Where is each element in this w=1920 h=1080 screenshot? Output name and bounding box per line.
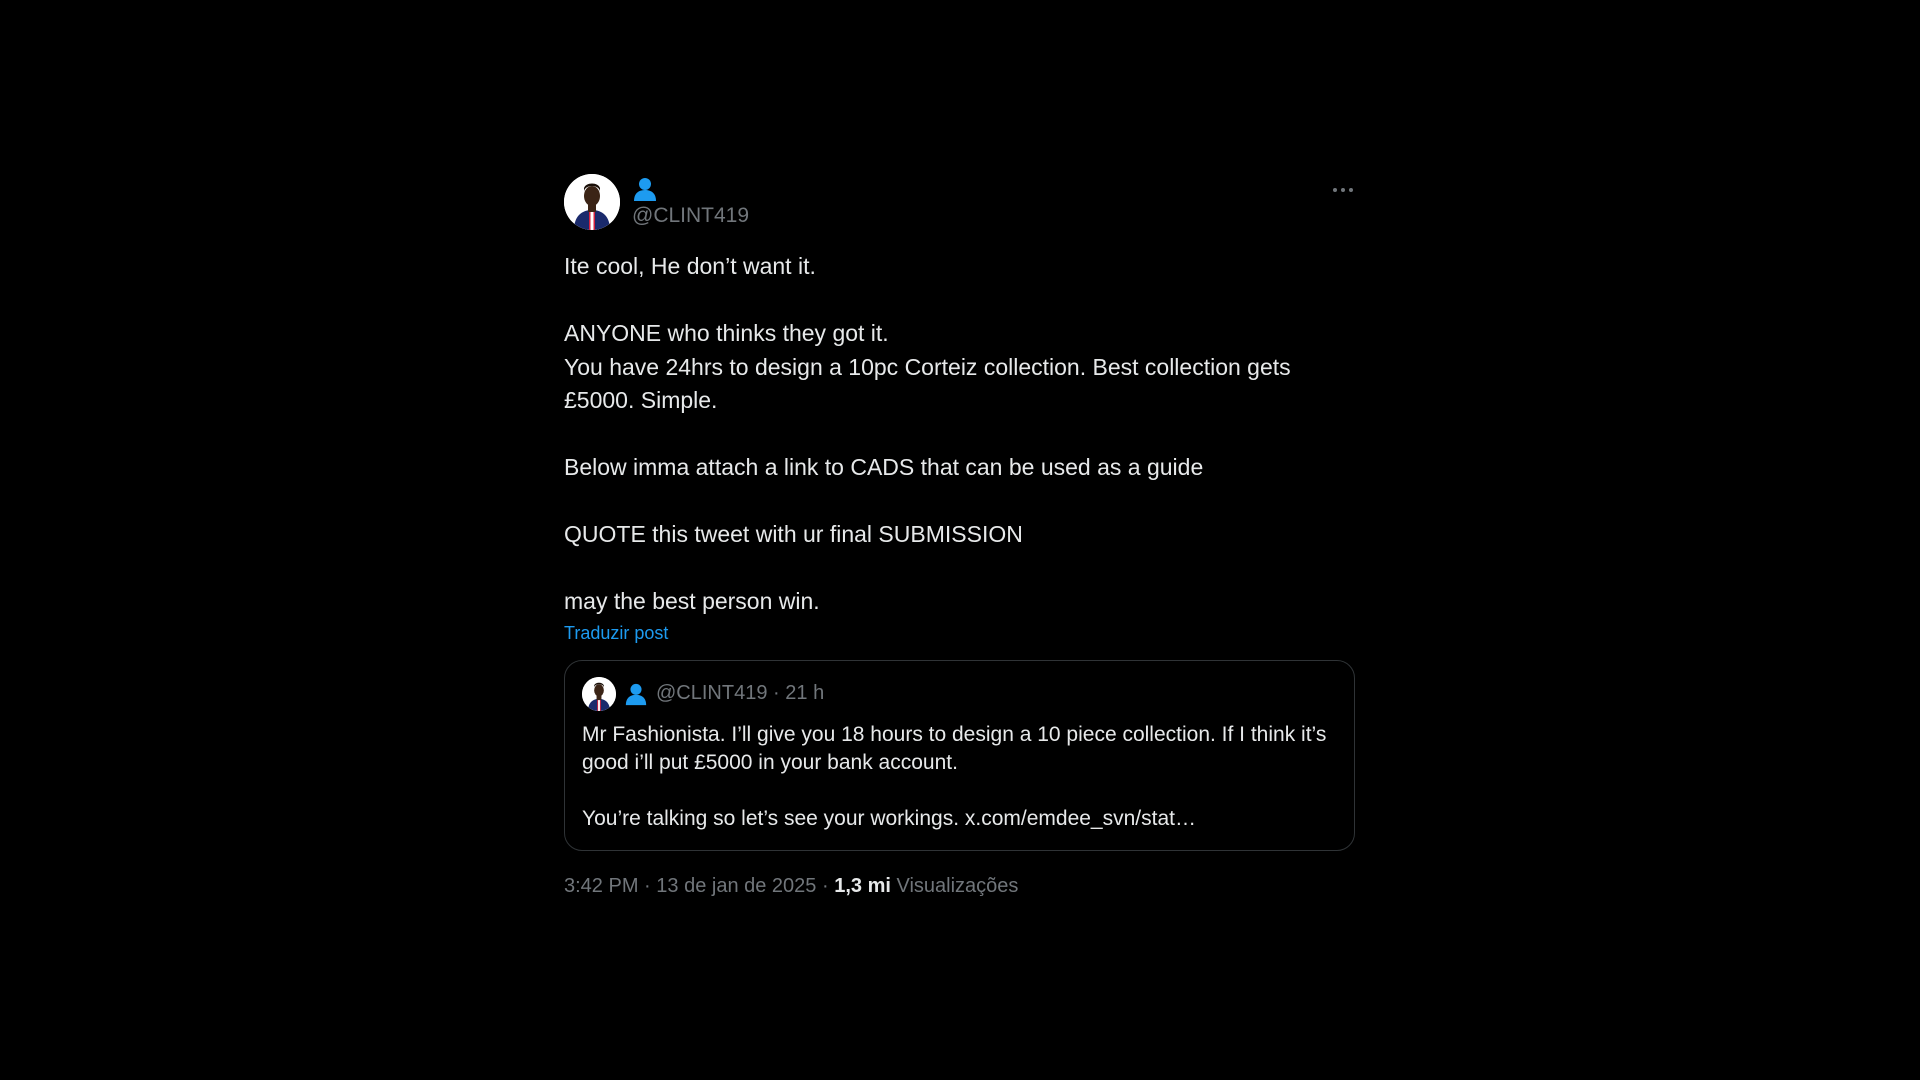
quoted-meta bbox=[656, 682, 824, 705]
tweet-header bbox=[564, 172, 1355, 232]
tweet-paragraph: Below imma attach a link to CADS that can be used as a guide bbox=[564, 454, 1204, 480]
quoted-avatar bbox=[582, 677, 616, 711]
quoted-paragraph: Mr Fashionista. I’ll give you 18 hours to design a 10 piece collection. If I think it’s good i’ll put £5000 in your bank account. bbox=[582, 722, 1333, 774]
tweet-paragraph: QUOTE this tweet with ur final SUBMISSION bbox=[564, 521, 1023, 547]
tweet-paragraph: You have 24hrs to design a 10pc Corteiz collection. Best collection gets £5000. Simple. bbox=[564, 353, 1298, 413]
translate-post-link[interactable]: Traduzir post bbox=[564, 622, 669, 643]
author-handle[interactable]: @CLINT419 bbox=[632, 204, 750, 227]
quoted-handle: @CLINT419 bbox=[656, 682, 768, 704]
post-date[interactable]: 13 de jan de 2025 bbox=[656, 874, 817, 897]
tweet-paragraph: may the best person win. bbox=[564, 588, 820, 614]
quoted-tweet[interactable] bbox=[564, 660, 1355, 851]
person-icon bbox=[624, 682, 648, 706]
tweet-footer bbox=[564, 875, 1355, 898]
views-count: 1,3 mi bbox=[834, 874, 891, 897]
post-time[interactable]: 3:42 PM bbox=[564, 874, 639, 897]
tweet-paragraph: ANYONE who thinks they got it. bbox=[564, 320, 889, 346]
quoted-tweet-header bbox=[582, 677, 1337, 711]
quoted-text bbox=[582, 721, 1337, 833]
person-icon bbox=[632, 176, 658, 202]
tweet bbox=[564, 172, 1355, 898]
more-horizontal-icon[interactable] bbox=[1331, 180, 1355, 200]
quoted-paragraph: You’re talking so let’s see your workings. x.com/emdee_svn/stat… bbox=[582, 806, 1196, 830]
quoted-separator: · bbox=[773, 682, 780, 704]
footer-separator: · bbox=[822, 874, 829, 897]
avatar[interactable] bbox=[564, 174, 620, 230]
views-label: Visualizações bbox=[896, 874, 1019, 897]
tweet-text bbox=[564, 250, 1355, 619]
footer-separator: · bbox=[644, 874, 651, 897]
quoted-time: 21 h bbox=[785, 682, 825, 704]
tweet-paragraph: Ite cool, He don’t want it. bbox=[564, 253, 816, 279]
